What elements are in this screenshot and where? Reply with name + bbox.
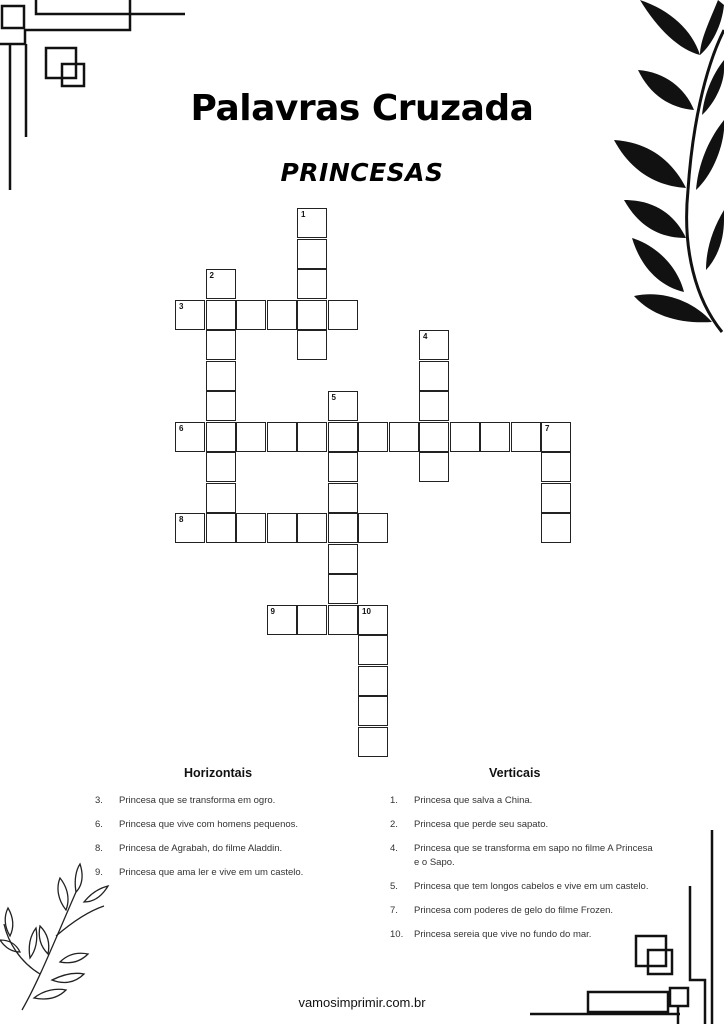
crossword-cell[interactable] xyxy=(419,330,449,360)
crossword-cell[interactable] xyxy=(389,422,419,452)
crossword-cell[interactable] xyxy=(541,513,571,543)
crossword-cell[interactable] xyxy=(175,300,205,330)
crossword-cell[interactable] xyxy=(358,727,388,757)
clue-item xyxy=(390,818,660,832)
clue-number: 1 xyxy=(301,210,306,219)
clue-item-text: Princesa que se transforma em sapo no filme A Princesa e o Sapo. xyxy=(414,843,653,868)
crossword-cell[interactable] xyxy=(297,422,327,452)
crossword-cell[interactable] xyxy=(541,483,571,513)
crossword-cell[interactable] xyxy=(297,208,327,238)
crossword-cell[interactable] xyxy=(328,452,358,482)
clue-item-text: Princesa que salva a China. xyxy=(414,795,533,806)
vertical-clues-heading: Verticais xyxy=(489,766,541,780)
crossword-cell[interactable] xyxy=(328,513,358,543)
crossword-cell[interactable] xyxy=(175,513,205,543)
clue-item xyxy=(95,842,355,856)
crossword-cell[interactable] xyxy=(328,300,358,330)
crossword-cell[interactable] xyxy=(175,422,205,452)
clue-number: 5 xyxy=(331,393,336,402)
crossword-cell[interactable] xyxy=(328,544,358,574)
horizontal-clues-list xyxy=(95,794,355,890)
crossword-cell[interactable] xyxy=(419,361,449,391)
page-title: Palavras Cruzada xyxy=(190,88,534,129)
crossword-cell[interactable] xyxy=(541,422,571,452)
page-subtitle: PRINCESAS xyxy=(280,158,444,187)
crossword-cell[interactable] xyxy=(450,422,480,452)
crossword-cell[interactable] xyxy=(358,513,388,543)
clue-item-number: 2. xyxy=(390,819,398,830)
crossword-cell[interactable] xyxy=(328,391,358,421)
clue-item-number: 4. xyxy=(390,843,398,854)
crossword-cell[interactable] xyxy=(419,422,449,452)
clue-number: 10 xyxy=(362,606,371,616)
clue-item-number: 6. xyxy=(95,819,103,830)
crossword-cell[interactable] xyxy=(358,696,388,726)
crossword-cell[interactable] xyxy=(236,422,266,452)
clue-item-number: 8. xyxy=(95,843,103,854)
crossword-cell[interactable] xyxy=(297,605,327,635)
crossword-cell[interactable] xyxy=(236,513,266,543)
clue-item-text: Princesa que perde seu sapato. xyxy=(414,819,549,830)
crossword-cell[interactable] xyxy=(419,452,449,482)
crossword-cell[interactable] xyxy=(206,269,236,299)
clue-item xyxy=(390,842,660,870)
crossword-cell[interactable] xyxy=(206,361,236,391)
clue-number: 3 xyxy=(179,301,184,311)
vertical-clues-list xyxy=(390,794,660,952)
crossword-cell[interactable] xyxy=(480,422,510,452)
crossword-cell[interactable] xyxy=(297,513,327,543)
crossword-cell[interactable] xyxy=(297,330,327,360)
clue-number: 2 xyxy=(209,271,214,280)
clue-item xyxy=(95,818,355,832)
clue-item xyxy=(390,928,660,942)
clue-item xyxy=(95,866,355,880)
crossword-cell[interactable] xyxy=(206,513,236,543)
clue-item-text: Princesa que tem longos cabelos e vive em um castelo. xyxy=(414,881,649,892)
horizontal-clues-heading: Horizontais xyxy=(184,766,253,780)
crossword-cell[interactable] xyxy=(358,635,388,665)
clue-item xyxy=(390,794,660,808)
clue-item-number: 7. xyxy=(390,905,398,916)
crossword-cell[interactable] xyxy=(206,330,236,360)
crossword-cell[interactable] xyxy=(267,605,297,635)
crossword-cell[interactable] xyxy=(358,605,388,635)
crossword-cell[interactable] xyxy=(206,483,236,513)
crossword-cell[interactable] xyxy=(267,513,297,543)
clue-item-number: 3. xyxy=(95,795,103,806)
website-footer: vamosimprimir.com.br xyxy=(298,995,426,1010)
clue-number: 6 xyxy=(179,423,184,433)
clue-number: 9 xyxy=(270,606,275,616)
crossword-cell[interactable] xyxy=(541,452,571,482)
crossword-cell[interactable] xyxy=(206,391,236,421)
crossword-cell[interactable] xyxy=(267,300,297,330)
clue-item-number: 9. xyxy=(95,867,103,878)
clue-item-text: Princesa que vive com homens pequenos. xyxy=(119,819,299,830)
clue-number: 8 xyxy=(179,515,184,524)
crossword-cell[interactable] xyxy=(297,300,327,330)
clue-number: 4 xyxy=(423,332,428,341)
crossword-cell[interactable] xyxy=(206,300,236,330)
clue-item xyxy=(95,794,355,808)
crossword-cell[interactable] xyxy=(511,422,541,452)
clue-number: 7 xyxy=(545,423,550,433)
clue-item xyxy=(390,880,660,894)
clue-item-text: Princesa sereia que vive no fundo do mar. xyxy=(414,929,592,940)
crossword-cell[interactable] xyxy=(328,483,358,513)
crossword-cell[interactable] xyxy=(297,269,327,299)
clue-item xyxy=(390,904,660,918)
clue-item-number: 10. xyxy=(390,929,404,940)
clue-item-text: Princesa que ama ler e vive em um castelo. xyxy=(119,867,304,878)
clue-item-text: Princesa que se transforma em ogro. xyxy=(119,795,276,806)
clue-item-text: Princesa com poderes de gelo do filme Frozen. xyxy=(414,905,614,916)
crossword-cell[interactable] xyxy=(236,300,266,330)
crossword-cell[interactable] xyxy=(297,239,327,269)
crossword-cell[interactable] xyxy=(267,422,297,452)
crossword-cell[interactable] xyxy=(358,666,388,696)
crossword-cell[interactable] xyxy=(328,605,358,635)
clue-item-number: 1. xyxy=(390,795,398,806)
crossword-cell[interactable] xyxy=(206,422,236,452)
crossword-cell[interactable] xyxy=(328,574,358,604)
crossword-cell[interactable] xyxy=(206,452,236,482)
clue-item-text: Princesa de Agrabah, do filme Aladdin. xyxy=(119,843,283,854)
crossword-cell[interactable] xyxy=(419,391,449,421)
crossword-cell[interactable] xyxy=(358,422,388,452)
crossword-cell[interactable] xyxy=(328,422,358,452)
clue-item-number: 5. xyxy=(390,881,398,892)
